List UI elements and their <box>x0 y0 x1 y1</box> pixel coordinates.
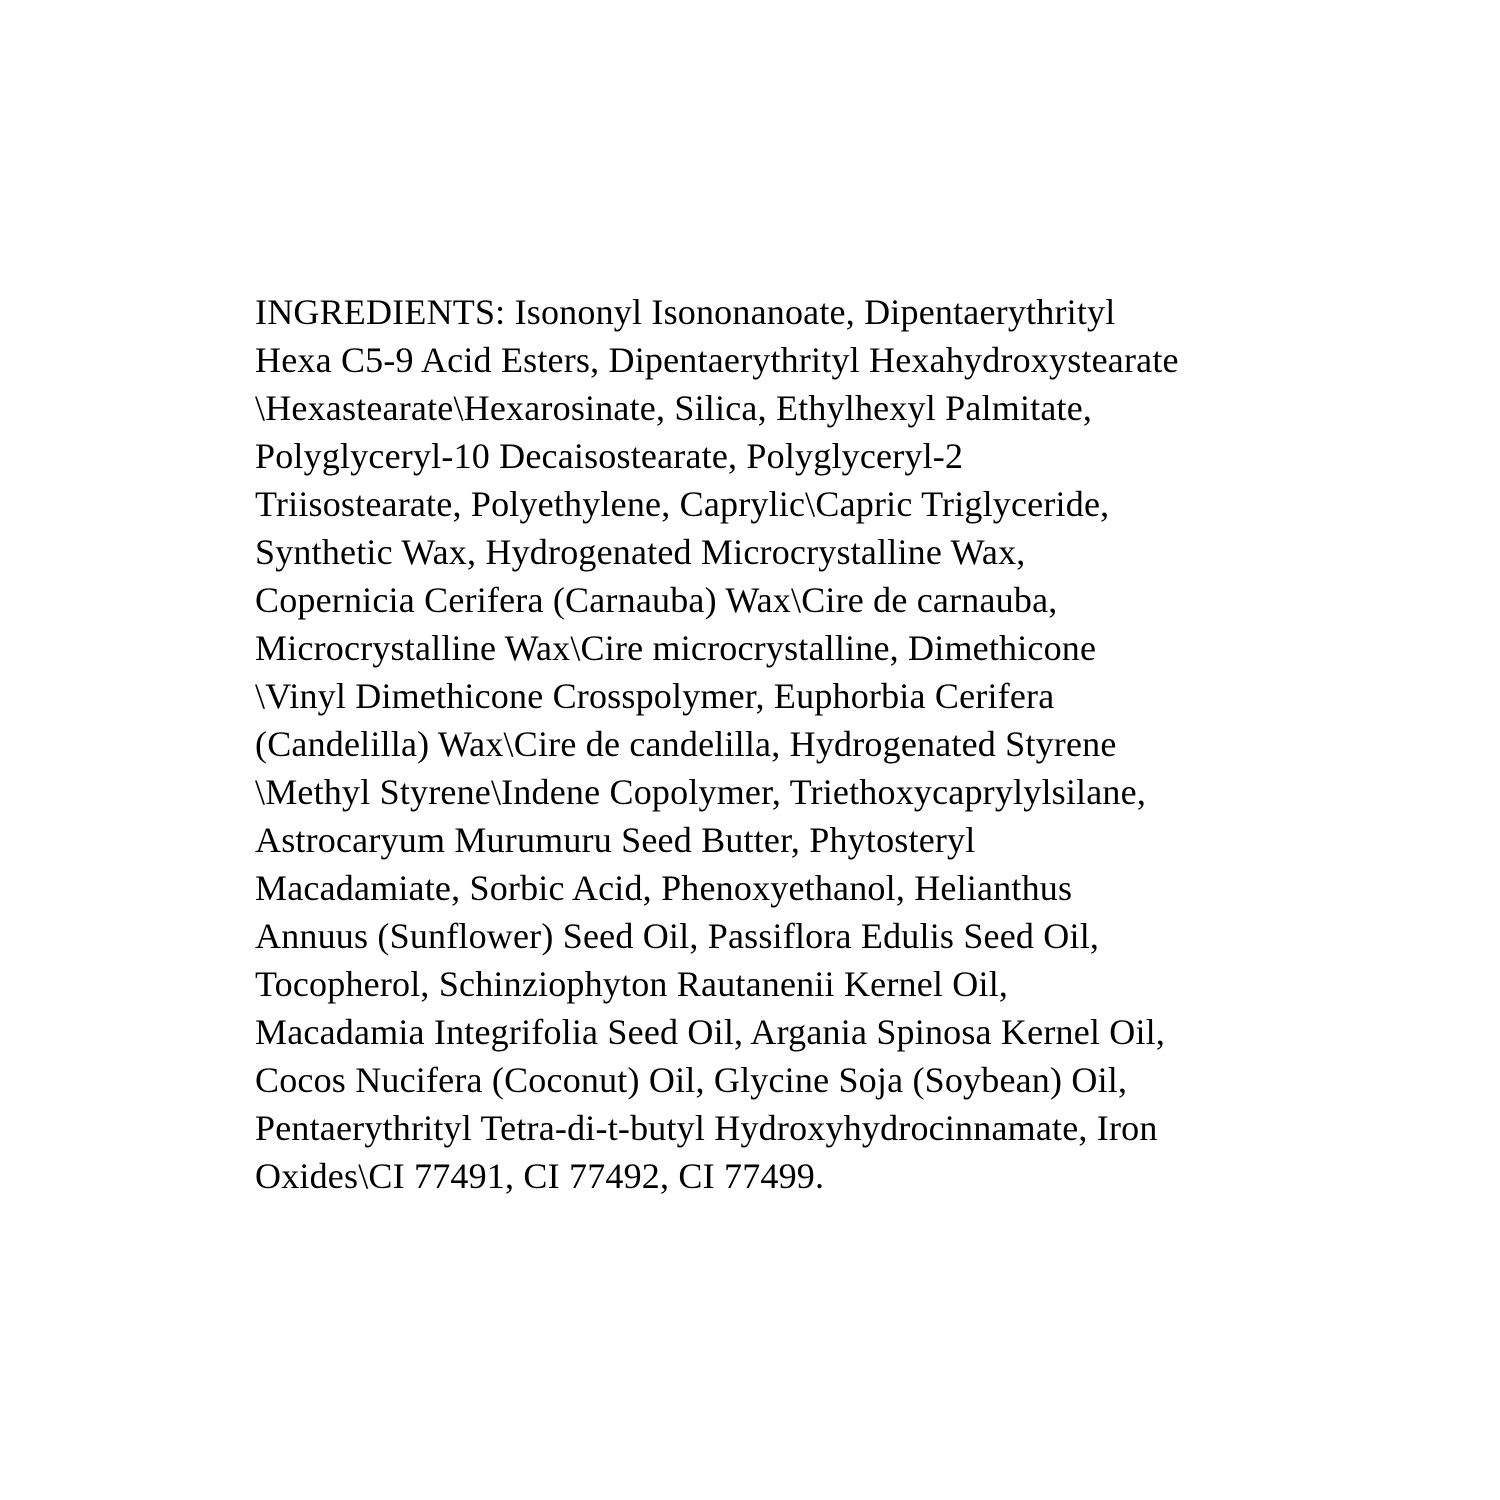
ingredients-line: \Vinyl Dimethicone Crosspolymer, Euphorbia Cerifera <box>255 676 1055 716</box>
ingredients-line: \Hexastearate\Hexarosinate, Silica, Ethylhexyl Palmitate, <box>255 388 1093 428</box>
ingredients-line: (Candelilla) Wax\Cire de candelilla, Hydrogenated Styrene <box>255 724 1117 764</box>
ingredients-line: Pentaerythrityl Tetra-di-t-butyl Hydroxyhydrocinnamate, Iron <box>255 1108 1158 1148</box>
ingredients-line: Polyglyceryl-10 Decaisostearate, Polyglyceryl-2 <box>255 436 964 476</box>
ingredients-line: Astrocaryum Murumuru Seed Butter, Phytosteryl <box>255 820 976 860</box>
ingredients-line: Oxides\CI 77491, CI 77492, CI 77499. <box>255 1156 825 1196</box>
ingredients-line: INGREDIENTS: Isononyl Isononanoate, Dipentaerythrityl <box>255 292 1116 332</box>
ingredients-line: Hexa C5-9 Acid Esters, Dipentaerythrityl Hexahydroxystearate <box>255 340 1179 380</box>
ingredients-line: Tocopherol, Schinziophyton Rautanenii Kernel Oil, <box>255 964 1009 1004</box>
ingredients-paragraph <box>255 288 1179 1200</box>
ingredients-line: Synthetic Wax, Hydrogenated Microcrystalline Wax, <box>255 532 1026 572</box>
ingredients-line: Triisostearate, Polyethylene, Caprylic\Capric Triglyceride, <box>255 484 1110 524</box>
ingredients-line: Macadamia Integrifolia Seed Oil, Argania Spinosa Kernel Oil, <box>255 1012 1166 1052</box>
ingredients-line: \Methyl Styrene\Indene Copolymer, Triethoxycaprylylsilane, <box>255 772 1147 812</box>
ingredients-line: Macadamiate, Sorbic Acid, Phenoxyethanol, Helianthus <box>255 868 1073 908</box>
ingredients-line: Microcrystalline Wax\Cire microcrystalline, Dimethicone <box>255 628 1097 668</box>
ingredients-line: Annuus (Sunflower) Seed Oil, Passiflora Edulis Seed Oil, <box>255 916 1100 956</box>
ingredients-line: Cocos Nucifera (Coconut) Oil, Glycine Soja (Soybean) Oil, <box>255 1060 1128 1100</box>
ingredients-line: Copernicia Cerifera (Carnauba) Wax\Cire de carnauba, <box>255 580 1058 620</box>
